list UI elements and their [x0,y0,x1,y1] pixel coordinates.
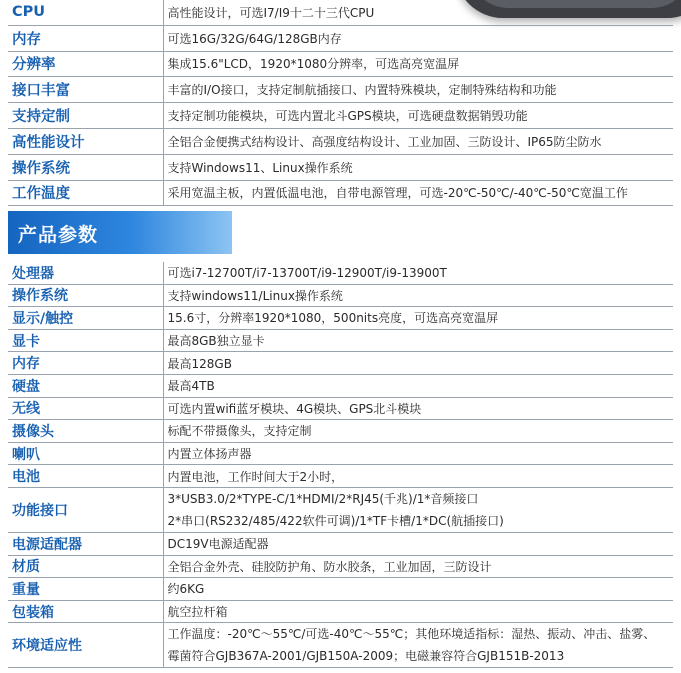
table-row [8,352,673,375]
spec-key: 高性能设计 [8,128,163,154]
table-row [8,262,673,284]
section-title: 产品参数 [18,224,99,246]
spec-value: 支持定制功能模块，可选内置北斗GPS模块，可选硬盘数据销毁功能 [163,103,673,129]
table-row [8,51,673,77]
table-row [8,128,673,154]
spec-value-line: 航空拉杆箱 [167,605,228,620]
spec-value: 全铝合金便携式结构设计、高强度结构设计、工业加固、三防设计、IP65防尘防水 [163,128,673,154]
table-row [8,374,673,397]
spec-value [163,329,673,352]
spec-value-line: DC19V电源适配器 [167,537,269,552]
params-table [8,262,673,668]
spec-key: 内存 [8,25,163,51]
spec-key: 支持定制 [8,103,163,129]
table-row [8,397,673,420]
spec-value [163,352,673,375]
table-row [8,180,673,206]
table-row [8,103,673,129]
spec-value-line: 约6KG [167,582,205,597]
table-row [8,420,673,443]
spec-value-line: 工作温度：-20℃～55℃/可选-40℃～55℃；其他环境适指标：湿热、振动、冲击、盐雾、 [167,627,656,642]
spec-value-line: 可选i7-12700T/i7-13700T/i9-12900T/i9-13900T [167,266,447,281]
spec-value-line: 3*USB3.0/2*TYPE-C/1*HDMI/2*RJ45(千兆)/1*音频接口 [167,491,479,506]
spec-key: 无线 [8,397,163,420]
spec-value [163,397,673,420]
spec-key: 包装箱 [8,600,163,623]
spec-value [163,442,673,465]
spec-value-line: 全铝合金外壳、硅胶防护角、防水胶条，工业加固，三防设计 [167,559,492,574]
spec-value-line: 霉菌符合GJB367A-2001/GJB150A-2009；电磁兼容符合GJB151B-2013 [167,649,565,664]
table-row [8,442,673,465]
spec-value: 可选16G/32G/64G/128GB内存 [163,25,673,51]
table-row [8,25,673,51]
spec-key: 环境适应性 [8,623,163,668]
table-row [8,623,673,668]
spec-value [163,600,673,623]
spec-key: 工作温度 [8,180,163,206]
spec-value [163,465,673,488]
spec-value [163,487,673,532]
table-row [8,555,673,578]
overview-table [8,0,673,206]
table-row [8,77,673,103]
spec-value [163,262,673,284]
spec-value: 集成15.6"LCD，1920*1080分辨率，可选高亮宽温屏 [163,51,673,77]
spec-key: 显卡 [8,329,163,352]
spec-key: 材质 [8,555,163,578]
spec-value: 高性能设计，可选I7/I9十二十三代CPU [163,0,673,25]
table-row [8,578,673,601]
table-row [8,0,673,25]
spec-value [163,578,673,601]
spec-key: 功能接口 [8,487,163,532]
section-banner [8,211,232,254]
spec-value [163,532,673,555]
table-row [8,465,673,488]
table-row [8,284,673,307]
spec-value-line: 2*串口(RS232/485/422软件可调)/1*TF卡槽/1*DC(航插接口) [167,513,504,528]
spec-key: 处理器 [8,262,163,284]
spec-key: 电源适配器 [8,532,163,555]
spec-value [163,374,673,397]
spec-value-line: 内置立体扬声器 [167,447,252,462]
spec-value-line: 最高8GB独立显卡 [167,334,265,349]
spec-value-line: 支持windows11/Linux操作系统 [167,288,343,303]
spec-value [163,420,673,443]
spec-value-line: 最高4TB [167,379,215,394]
table-row [8,487,673,532]
spec-value [163,623,673,668]
spec-key: 显示/触控 [8,307,163,330]
spec-key: 内存 [8,352,163,375]
spec-key: 接口丰富 [8,77,163,103]
spec-value: 采用宽温主板，内置低温电池，自带电源管理，可选-20℃-50℃/-40℃-50℃宽温工作 [163,180,673,206]
spec-value [163,307,673,330]
spec-value-line: 标配不带摄像头，支持定制 [167,424,312,439]
table-row [8,307,673,330]
spec-key: 重量 [8,578,163,601]
table-row [8,329,673,352]
spec-key: 分辨率 [8,51,163,77]
spec-key: CPU [8,0,163,25]
spec-key: 操作系统 [8,154,163,180]
spec-value-line: 内置电池，工作时间大于2小时， [167,469,344,484]
spec-value-line: 15.6寸，分辨率1920*1080，500nits亮度，可选高亮宽温屏 [167,311,499,326]
spec-key: 操作系统 [8,284,163,307]
spec-key: 喇叭 [8,442,163,465]
spec-value [163,555,673,578]
spec-value-line: 可选内置wifi蓝牙模块、4G模块、GPS北斗模块 [167,401,422,416]
table-row [8,532,673,555]
spec-value: 丰富的I/O接口，支持定制航插接口、内置特殊模块，定制特殊结构和功能 [163,77,673,103]
spec-value-line: 最高128GB [167,356,232,371]
spec-key: 电池 [8,465,163,488]
spec-key: 摄像头 [8,420,163,443]
table-row [8,154,673,180]
spec-key: 硬盘 [8,374,163,397]
spec-value [163,284,673,307]
table-row [8,600,673,623]
spec-value: 支持Windows11、Linux操作系统 [163,154,673,180]
